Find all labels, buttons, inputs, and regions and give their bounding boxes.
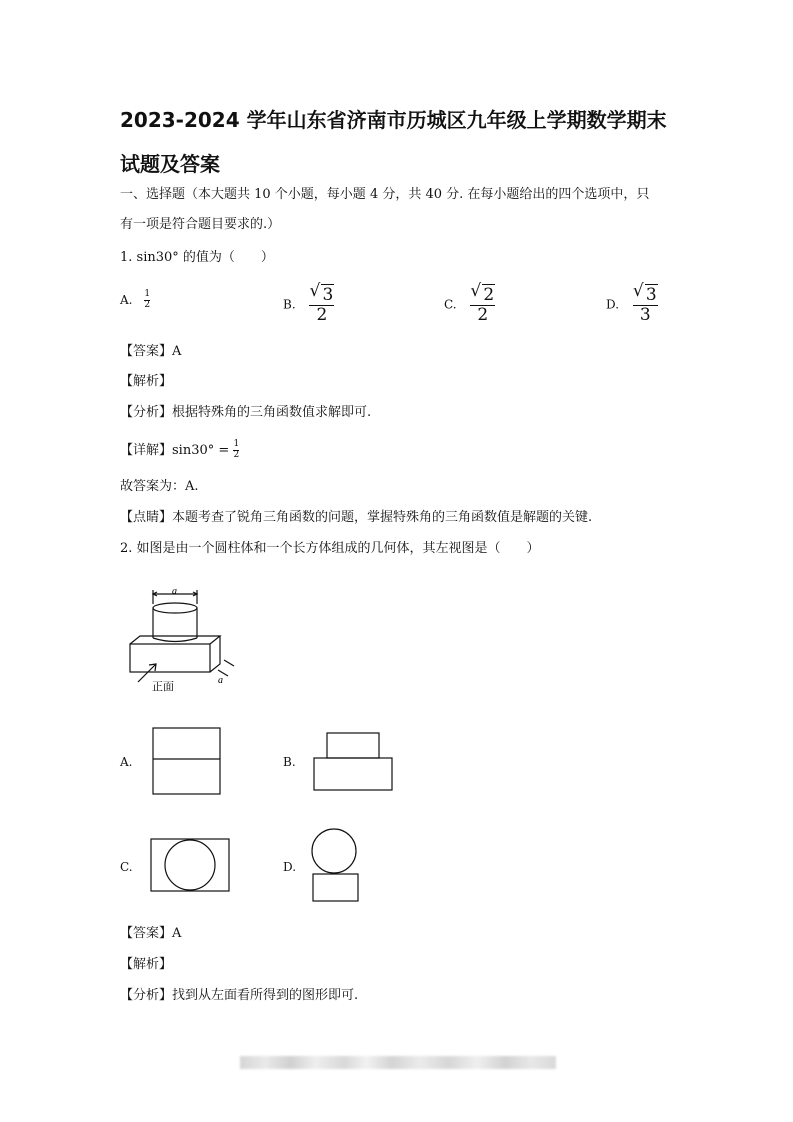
section-heading-line2: 有一项是符合题目要求的.） xyxy=(120,217,281,232)
q2-option-b-figure xyxy=(313,732,395,792)
blurred-footer-watermark xyxy=(240,1056,556,1069)
box-top-face xyxy=(130,636,220,644)
dimension-line-side xyxy=(224,660,234,666)
q1-option-a-numerator: 1 xyxy=(144,289,151,299)
q1-option-d xyxy=(606,281,658,325)
front-view-label: 正面 xyxy=(152,680,174,692)
q2-option-d-figure xyxy=(311,828,361,904)
q2-option-d-label: D. xyxy=(283,860,297,874)
cylinder-top-ellipse xyxy=(153,603,197,613)
q1-analysis-tag: 【分析】 xyxy=(120,405,173,420)
q1-option-b-fraction xyxy=(309,281,334,325)
q1-conclusion: 故答案为：A. xyxy=(120,479,199,494)
q1-answer: 【答案】A xyxy=(120,344,182,359)
top-rectangle xyxy=(327,733,379,758)
sqrt-symbol: √ xyxy=(470,281,482,301)
q2-option-c-label: C. xyxy=(120,860,133,874)
sqrt-symbol: √ xyxy=(309,281,321,301)
outer-rectangle xyxy=(153,728,220,794)
bottom-rectangle xyxy=(313,874,358,901)
q1-detail-text: sin30° = xyxy=(172,442,230,458)
outer-rectangle xyxy=(151,839,229,891)
page-title-line2: 试题及答案 xyxy=(120,152,220,176)
top-circle xyxy=(312,829,356,873)
q1-option-d-label: D. xyxy=(606,297,620,312)
q2-option-b-label: B. xyxy=(283,755,296,769)
q1-comment-tag: 【点睛】 xyxy=(120,510,173,525)
question-1-stem: 1. sin30° 的值为（ ） xyxy=(120,250,274,265)
q2-analysis xyxy=(120,987,358,1005)
q1-detail xyxy=(120,440,239,461)
q2-analysis-text: 找到从左面看所得到的图形即可. xyxy=(172,988,359,1003)
q1-option-a-fraction xyxy=(144,290,150,311)
box-side-face xyxy=(210,636,220,672)
q1-detail-fraction xyxy=(233,440,239,461)
q2-solid-figure xyxy=(118,582,248,692)
q1-comment-text: 本题考查了锐角三角函数的问题，掌握特殊角的三角函数值是解题的关键. xyxy=(172,510,593,525)
q2-option-c-figure xyxy=(150,838,232,894)
q2-jiexi-heading: 【解析】 xyxy=(120,957,173,972)
q1-option-d-fraction xyxy=(632,281,658,325)
q1-option-c xyxy=(444,281,495,325)
inner-circle xyxy=(165,840,215,890)
q1-analysis xyxy=(120,404,371,422)
page-title-line1: 2023-2024 学年山东省济南市历城区九年级上学期数学期末 xyxy=(120,108,667,132)
dimension-label-side: a xyxy=(218,675,223,686)
q1-option-d-denominator: 3 xyxy=(639,304,651,325)
q1-option-a xyxy=(120,290,150,311)
q1-detail-denominator: 2 xyxy=(233,449,240,460)
q1-option-b-label: B. xyxy=(283,297,296,312)
cylinder-bottom-arc xyxy=(153,638,197,642)
question-2-stem: 2. 如图是由一个圆柱体和一个长方体组成的几何体，其左视图是（ ） xyxy=(120,541,540,556)
dimension-label-top: a xyxy=(172,586,177,597)
q1-option-c-denominator: 2 xyxy=(477,304,489,325)
q1-option-b xyxy=(283,281,334,325)
bottom-rectangle xyxy=(314,758,392,790)
q1-detail-numerator: 1 xyxy=(233,439,240,449)
q2-answer: 【答案】A xyxy=(120,926,182,941)
q2-option-a-label: A. xyxy=(120,755,133,769)
section-heading-line1: 一、选择题（本大题共 10 个小题，每小题 4 分，共 40 分. 在每小题给出的四个选项中，只 xyxy=(120,187,650,202)
q1-option-a-denominator: 2 xyxy=(144,299,151,310)
q2-option-a-figure xyxy=(152,727,222,797)
q1-option-c-numerator: √ 2 xyxy=(470,281,495,305)
q1-option-c-fraction xyxy=(470,281,495,325)
q1-option-d-numerator: √ 3 xyxy=(632,281,657,305)
q1-comment xyxy=(120,509,592,527)
q1-analysis-text: 根据特殊角的三角函数值求解即可. xyxy=(172,405,372,420)
q1-option-c-label: C. xyxy=(444,297,457,312)
q1-option-a-label: A. xyxy=(120,292,133,307)
q1-jiexi-heading: 【解析】 xyxy=(120,374,173,389)
q1-detail-tag: 【详解】 xyxy=(120,442,173,458)
q1-option-b-denominator: 2 xyxy=(316,304,328,325)
q1-option-b-numerator: √ 3 xyxy=(309,281,334,305)
q2-analysis-tag: 【分析】 xyxy=(120,988,173,1003)
box-front-face xyxy=(130,644,210,672)
sqrt-symbol: √ xyxy=(632,281,644,301)
